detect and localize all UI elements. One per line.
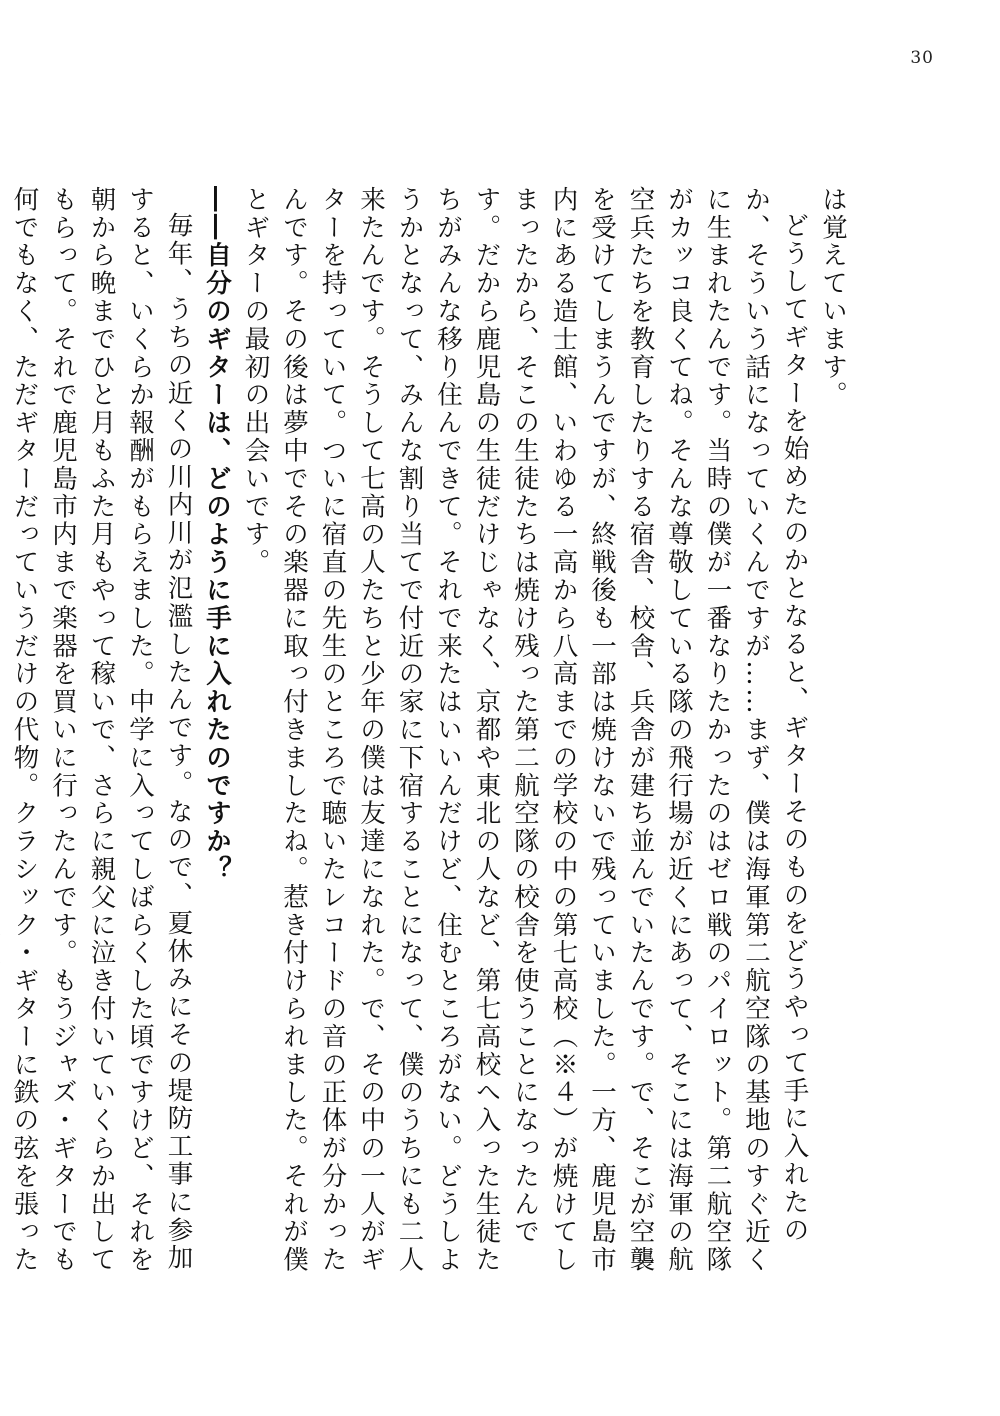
paragraph: どうしてギターを始めたのかとなると、ギターそのものをどうやって手に入れたのか、そういう話になっていくんですが……まず、僕は海軍第二航空隊の基地のすぐ近くに生まれたんです。当時の僕が一番なりたかったのはゼロ戦のパイロット。第二航空隊がカッコ良くてね。そんな尊敬している隊の飛行場が近くにあって、そこには海軍の航空兵たちを教育したりする宿舎、校舎、兵舎が建ち並んでいたんです。で、そこが空襲を受けてしまうんですが、終戦後も一部は焼けないで残っていました。一方、鹿児島市内にある造士館、いわゆる一高から八高までの学校の中の第七高校（※４）が焼けてしまったから、そこの生徒たちは焼け残った第二航空隊の校舎を使うことになったんです。だから鹿児島の生徒だけじゃなく、京都や東北の人など、第七高校へ入った生徒たちがみんな移り住んできて。それで来たはいいんだけど、住むところがない。どうしようかとなって、みんな割り当てで付近の家に下宿することになって、僕のうちにも二人来たんです。そうして七高の人たちと少年の僕は友達になれた。で、その中の一人がギターを持っていて。ついに宿直の先生のところで聴いたレコードの音の正体が分かったんです。その後は夢中でその楽器に取っ付きましたね。惹き付けられました。それが僕とギターの最初の出会いです。 [240,186,810,1275]
body-text [9,186,852,1296]
paragraph: 毎年、うちの近くの川内川が氾濫したんです。なので、夏休みにその堤防工事に参加すると、いくらか報酬がもらえました。中学に入ってしばらくした頃ですけど、それを朝から晩までひと月もふた月もやって稼いで、さらに親父に泣き付いていくらか出してもらって。それで鹿児島市内まで楽器を買いに行ったんです。もうジャズ・ギターでも何でもなく、ただギターだっていうだけの代物。クラシック・ギターに鉄の弦を張った [9,186,194,1275]
paragraph: は覚えています。 [818,186,848,410]
page-number: 30 [910,48,934,68]
interview-question: ――自分のギターは、どのように手に入れたのですか？ [202,186,232,884]
